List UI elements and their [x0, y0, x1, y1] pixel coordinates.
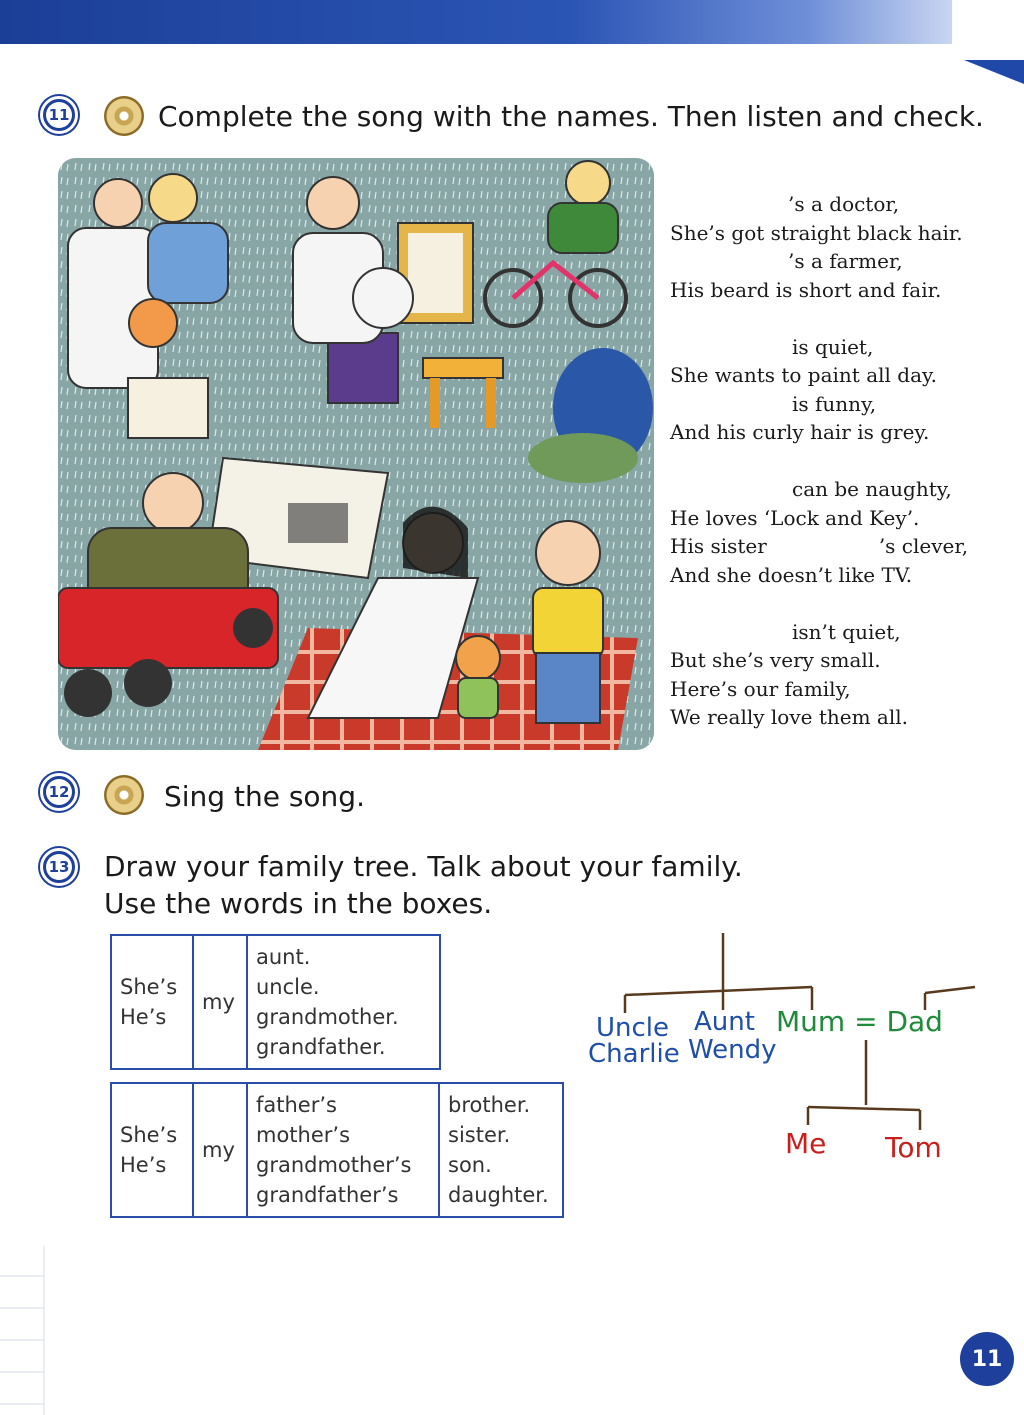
exercise-13-instruction-line1: Draw your family tree. Talk about your family.: [104, 850, 743, 883]
song-line: She wants to paint all day.: [670, 363, 937, 387]
tree-uncle-line1: Uncle: [596, 1013, 670, 1043]
possessive-cell: my: [193, 935, 247, 1069]
song-line: But she’s very small.: [670, 648, 881, 672]
stanza-gap: [670, 304, 1000, 333]
relation-cell: father’s mother’s grandmother’s grandfather’s: [247, 1083, 439, 1217]
tree-sibling: Tom: [885, 1131, 942, 1164]
stanza-gap: [670, 447, 1000, 476]
exercise-number-12: 12: [40, 773, 78, 811]
audio-cd-icon[interactable]: [104, 775, 144, 815]
tree-aunt-line2: Wendy: [688, 1035, 777, 1065]
pronoun-cell: She’s He’s: [111, 1083, 193, 1217]
song-line: And she doesn’t like TV.: [670, 562, 913, 587]
song-line: Here’s our family,: [670, 676, 851, 701]
family-picnic-illustration: [58, 158, 654, 750]
exercise-13-instruction-line2: Use the words in the boxes.: [104, 887, 493, 920]
corner-decoration: [964, 60, 1024, 84]
song-lyrics: [670, 190, 1000, 732]
song-line: ’s a doctor,: [788, 192, 900, 216]
relation-cell: brother. sister. son. daughter.: [439, 1083, 563, 1217]
song-line: is quiet,: [792, 334, 874, 359]
exercise-number-13: 13: [40, 848, 78, 886]
song-line: He loves ‘Lock and Key’.: [670, 505, 920, 530]
song-line: can be naughty,: [792, 477, 952, 501]
song-line: She’s got straight black hair.: [670, 220, 963, 245]
exercise-number-11: 11: [40, 96, 78, 134]
tree-me: Me: [785, 1127, 827, 1160]
song-line: ’s a farmer,: [788, 249, 903, 273]
stanza-gap: [670, 589, 1000, 618]
song-line: And his curly hair is grey.: [670, 420, 930, 444]
top-banner: [0, 0, 952, 44]
page-number: 11: [960, 1332, 1014, 1386]
song-line: His beard is short and fair.: [670, 277, 942, 302]
margin-ruling: [0, 1246, 48, 1415]
family-tree: [580, 925, 980, 1185]
exercise-12-instruction: Sing the song.: [164, 780, 365, 813]
relation-cell: aunt. uncle. grandmother. grandfather.: [247, 935, 440, 1069]
song-line: isn’t quiet,: [792, 619, 901, 644]
tree-parents: Mum = Dad: [776, 1005, 943, 1038]
audio-cd-icon[interactable]: [104, 96, 144, 136]
song-line: is funny,: [792, 391, 877, 416]
tree-aunt-line1: Aunt: [694, 1007, 755, 1037]
word-box-1: [110, 934, 441, 1070]
word-box-2: [110, 1082, 564, 1218]
exercise-11-instruction: Complete the song with the names. Then listen and check.: [158, 100, 984, 133]
pronoun-cell: She’s He’s: [111, 935, 193, 1069]
possessive-cell: my: [193, 1083, 247, 1217]
song-line: We really love them all.: [670, 705, 908, 729]
song-line: His sister ’s clever,: [670, 534, 969, 558]
tree-uncle-line2: Charlie: [588, 1039, 680, 1069]
